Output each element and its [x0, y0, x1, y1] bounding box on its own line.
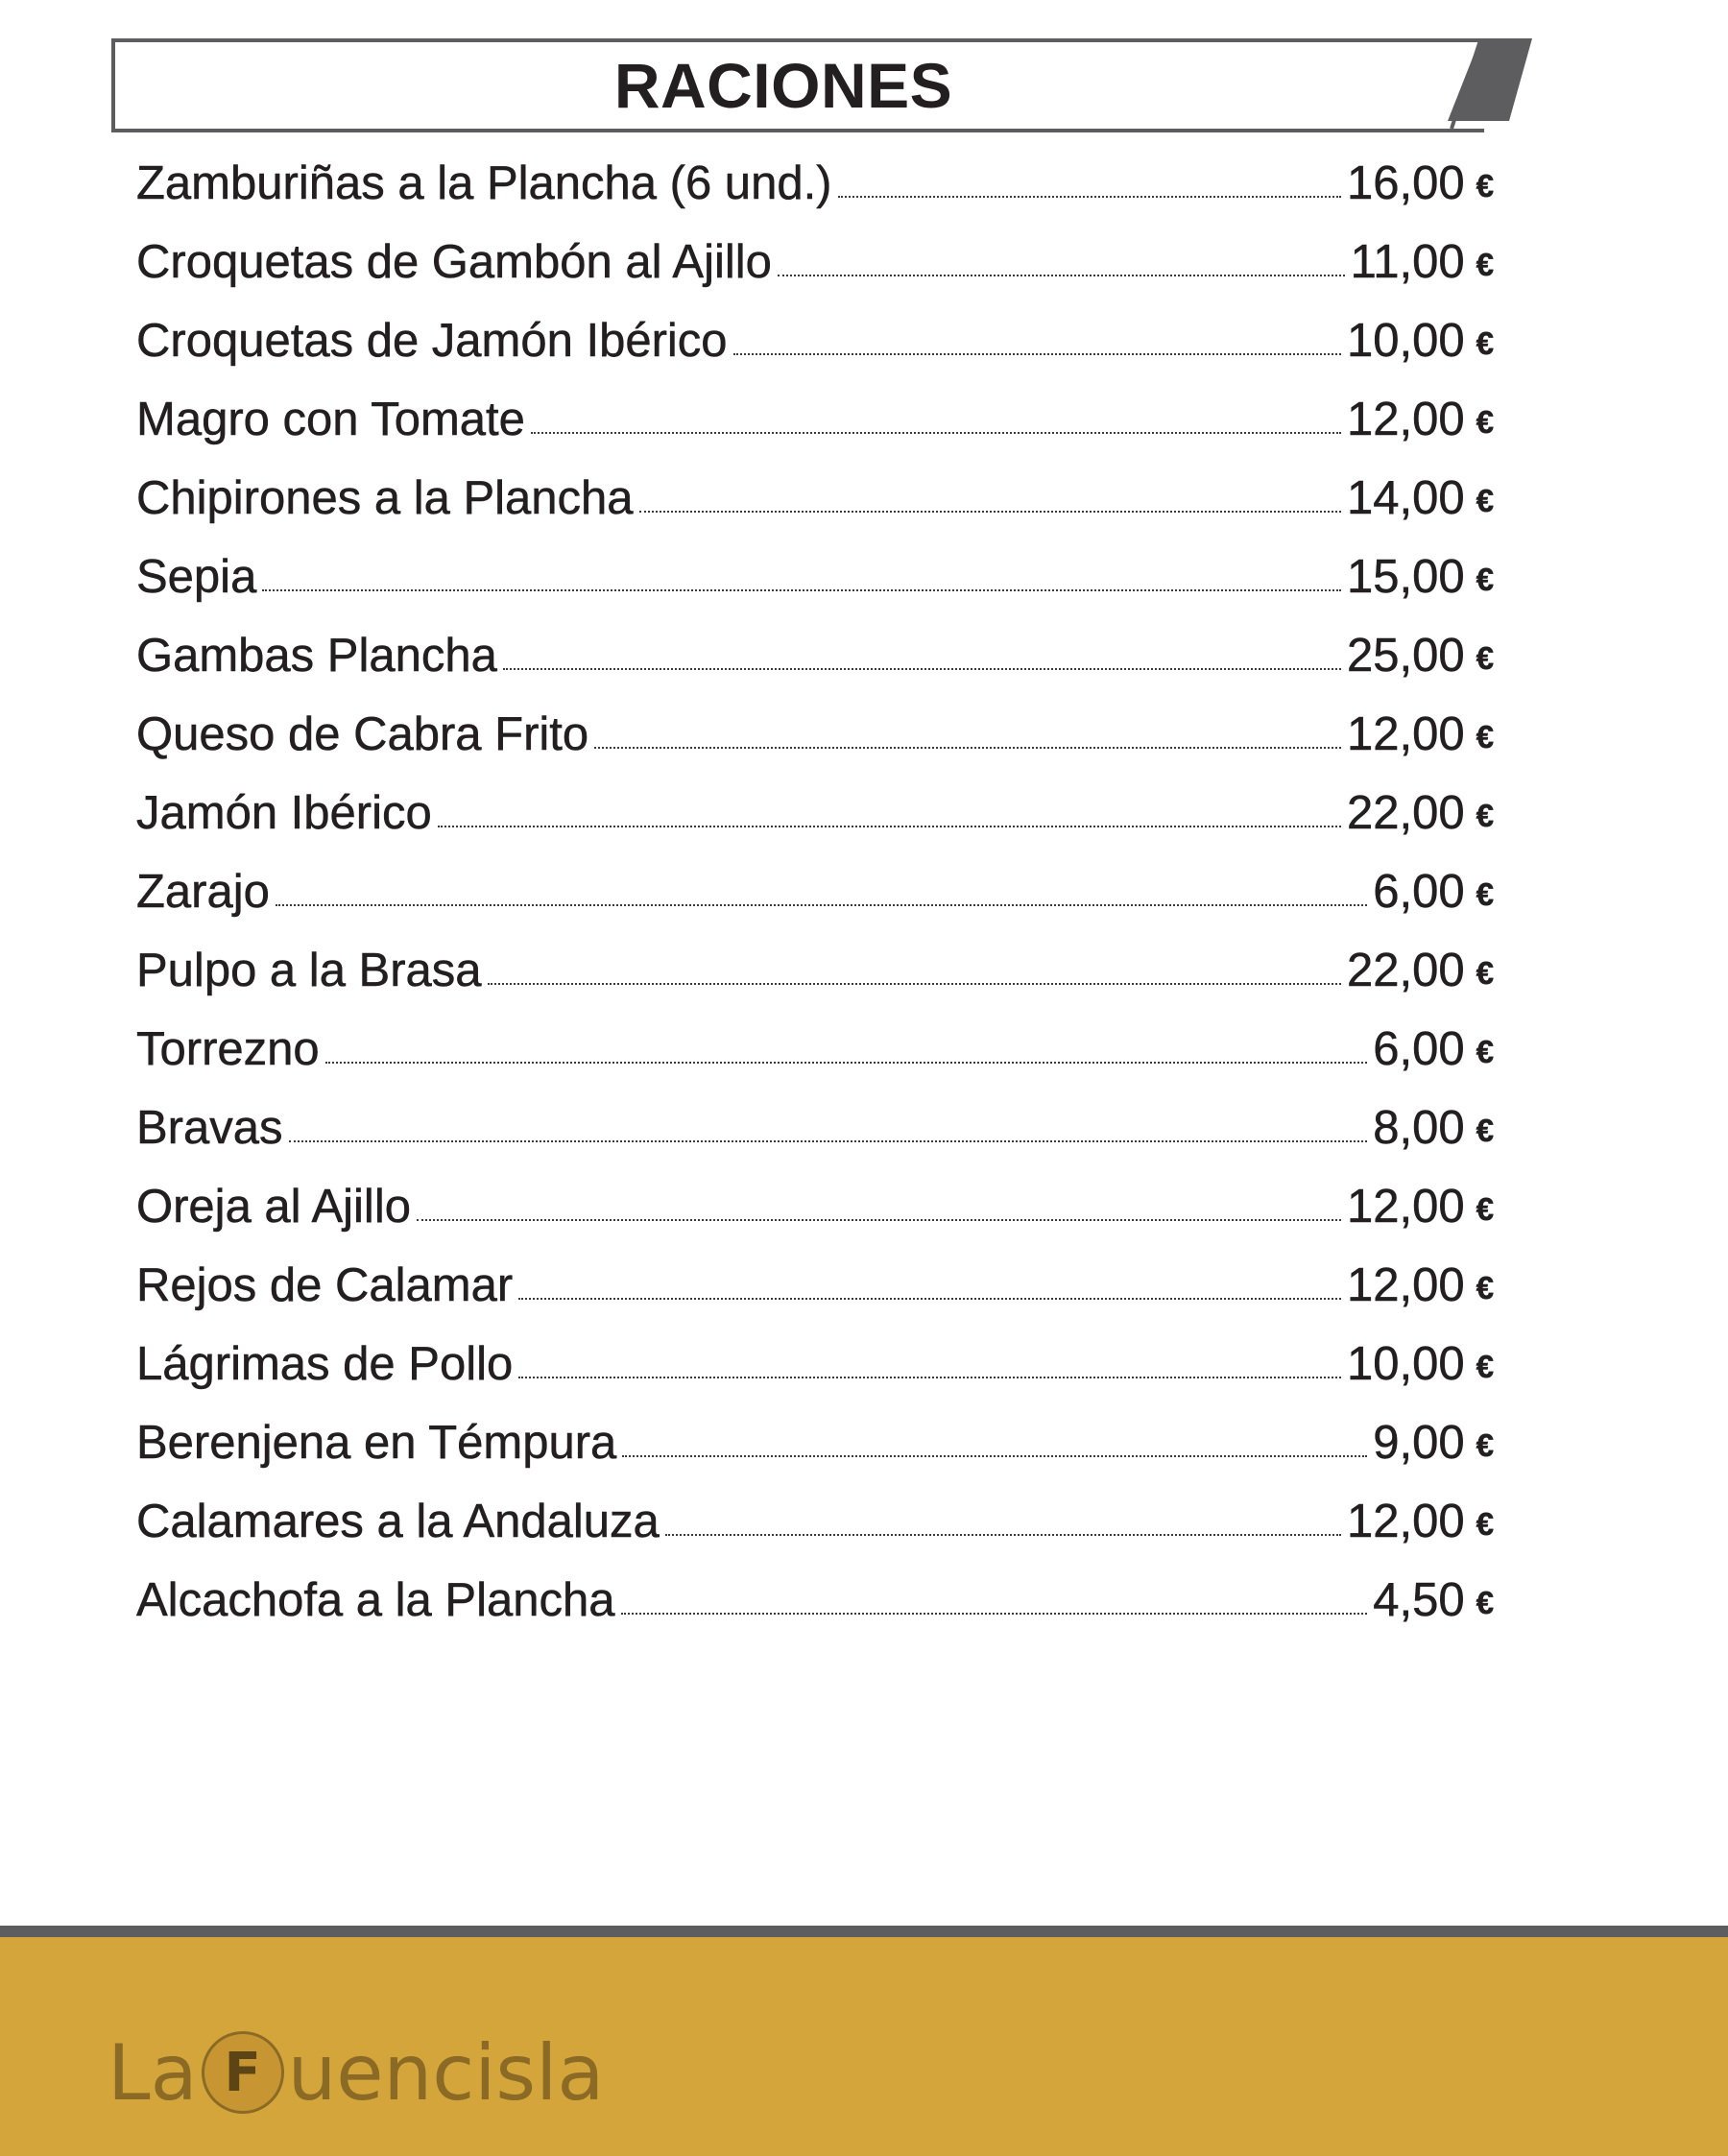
logo-suffix: uencisla [287, 2027, 605, 2118]
item-name: Magro con Tomate [136, 394, 525, 445]
item-price [1347, 1180, 1494, 1234]
currency-symbol: € [1476, 404, 1494, 440]
item-price [1347, 629, 1494, 683]
dot-leader [733, 353, 1341, 355]
currency-symbol: € [1476, 1191, 1494, 1227]
currency-symbol: € [1476, 325, 1494, 361]
menu-item [136, 1089, 1494, 1167]
item-price [1373, 1101, 1494, 1155]
item-price [1347, 1258, 1494, 1312]
item-name: Chipirones a la Plancha [136, 472, 634, 524]
section-title: RACIONES [613, 50, 953, 121]
currency-symbol: € [1476, 1427, 1494, 1463]
logo-emblem-icon [202, 2031, 284, 2114]
price-amount: 22,00 [1347, 787, 1465, 839]
logo-initial: F [224, 2041, 261, 2104]
price-amount: 10,00 [1347, 315, 1465, 367]
dot-leader [518, 1298, 1341, 1300]
item-name: Zamburiñas a la Plancha (6 und.) [136, 157, 832, 209]
dot-leader [488, 983, 1341, 985]
item-name: Queso de Cabra Frito [136, 708, 589, 760]
dot-leader [417, 1219, 1341, 1221]
dot-leader [594, 747, 1341, 749]
currency-symbol: € [1476, 640, 1494, 676]
item-price [1351, 235, 1494, 289]
item-price [1373, 1573, 1494, 1627]
item-price [1373, 1416, 1494, 1470]
price-amount: 9,00 [1373, 1417, 1465, 1469]
item-name: Lágrimas de Pollo [136, 1338, 514, 1390]
item-name: Sepia [136, 551, 257, 603]
price-amount: 12,00 [1347, 394, 1465, 445]
dot-leader [276, 904, 1367, 906]
item-name: Torrezno [136, 1023, 320, 1075]
currency-symbol: € [1476, 1034, 1494, 1069]
menu-item [136, 852, 1494, 931]
item-name: Jamón Ibérico [136, 787, 432, 839]
dot-leader [778, 275, 1345, 276]
item-price [1347, 393, 1494, 446]
item-price [1373, 1022, 1494, 1076]
item-name: Gambas Plancha [136, 630, 497, 682]
footer-divider [0, 1926, 1728, 1937]
price-amount: 12,00 [1347, 1259, 1465, 1311]
price-amount: 4,50 [1373, 1574, 1465, 1626]
item-name: Alcachofa a la Plancha [136, 1574, 615, 1626]
price-amount: 12,00 [1347, 1496, 1465, 1547]
dot-leader [531, 432, 1341, 434]
currency-symbol: € [1476, 168, 1494, 204]
dot-leader [838, 196, 1342, 198]
menu-item [136, 459, 1494, 538]
menu-item [136, 538, 1494, 616]
item-price [1373, 865, 1494, 919]
item-name: Bravas [136, 1102, 283, 1154]
menu-list [136, 144, 1494, 1640]
currency-symbol: € [1476, 1113, 1494, 1148]
price-amount: 15,00 [1347, 551, 1465, 603]
price-amount: 22,00 [1347, 945, 1465, 996]
item-name: Croquetas de Gambón al Ajillo [136, 236, 772, 288]
currency-symbol: € [1476, 1585, 1494, 1620]
currency-symbol: € [1476, 562, 1494, 597]
currency-symbol: € [1476, 955, 1494, 991]
price-amount: 6,00 [1373, 866, 1465, 918]
price-amount: 16,00 [1347, 157, 1465, 209]
price-amount: 12,00 [1347, 708, 1465, 760]
currency-symbol: € [1476, 1270, 1494, 1306]
menu-item [136, 695, 1494, 774]
dot-leader [621, 1613, 1368, 1615]
dot-leader [262, 589, 1341, 591]
item-name: Berenjena en Témpura [136, 1417, 617, 1469]
currency-symbol: € [1476, 798, 1494, 833]
menu-item [136, 301, 1494, 380]
item-name: Calamares a la Andaluza [136, 1496, 660, 1547]
item-name: Zarajo [136, 866, 270, 918]
logo-prefix: La [108, 2027, 198, 2118]
item-price [1347, 156, 1494, 210]
dot-leader [622, 1455, 1367, 1457]
menu-item [136, 1010, 1494, 1089]
item-name: Pulpo a la Brasa [136, 945, 482, 996]
item-price [1347, 550, 1494, 604]
currency-symbol: € [1476, 1349, 1494, 1384]
currency-symbol: € [1476, 1506, 1494, 1542]
dot-leader [665, 1534, 1341, 1536]
price-amount: 12,00 [1347, 1181, 1465, 1233]
item-price [1347, 471, 1494, 525]
menu-item [136, 931, 1494, 1010]
menu-item [136, 616, 1494, 695]
currency-symbol: € [1476, 876, 1494, 912]
menu-item [136, 1167, 1494, 1246]
dot-leader [503, 668, 1341, 670]
dot-leader [639, 511, 1341, 513]
menu-item [136, 774, 1494, 852]
menu-item [136, 1561, 1494, 1640]
price-amount: 25,00 [1347, 630, 1465, 682]
section-header [111, 38, 1532, 131]
dot-leader [325, 1062, 1368, 1064]
menu-item [136, 1403, 1494, 1482]
currency-symbol: € [1476, 483, 1494, 518]
currency-symbol: € [1476, 247, 1494, 282]
item-name: Oreja al Ajillo [136, 1181, 411, 1233]
item-price [1347, 1337, 1494, 1391]
menu-item [136, 1482, 1494, 1561]
item-name: Rejos de Calamar [136, 1259, 514, 1311]
currency-symbol: € [1476, 719, 1494, 755]
menu-item [136, 223, 1494, 301]
item-price [1347, 1495, 1494, 1548]
price-amount: 6,00 [1373, 1023, 1465, 1075]
menu-item [136, 1246, 1494, 1325]
price-amount: 14,00 [1347, 472, 1465, 524]
dot-leader [289, 1140, 1368, 1142]
menu-item [136, 144, 1494, 223]
restaurant-logo [108, 2010, 604, 2135]
item-price [1347, 786, 1494, 840]
price-amount: 11,00 [1350, 236, 1465, 288]
item-price [1347, 944, 1494, 997]
item-name: Croquetas de Jamón Ibérico [136, 315, 728, 367]
price-amount: 8,00 [1373, 1102, 1465, 1154]
dot-leader [518, 1377, 1341, 1378]
item-price [1347, 314, 1494, 368]
menu-item [136, 380, 1494, 459]
menu-item [136, 1325, 1494, 1403]
price-amount: 10,00 [1347, 1338, 1465, 1390]
dot-leader [438, 826, 1341, 827]
item-price [1347, 707, 1494, 761]
